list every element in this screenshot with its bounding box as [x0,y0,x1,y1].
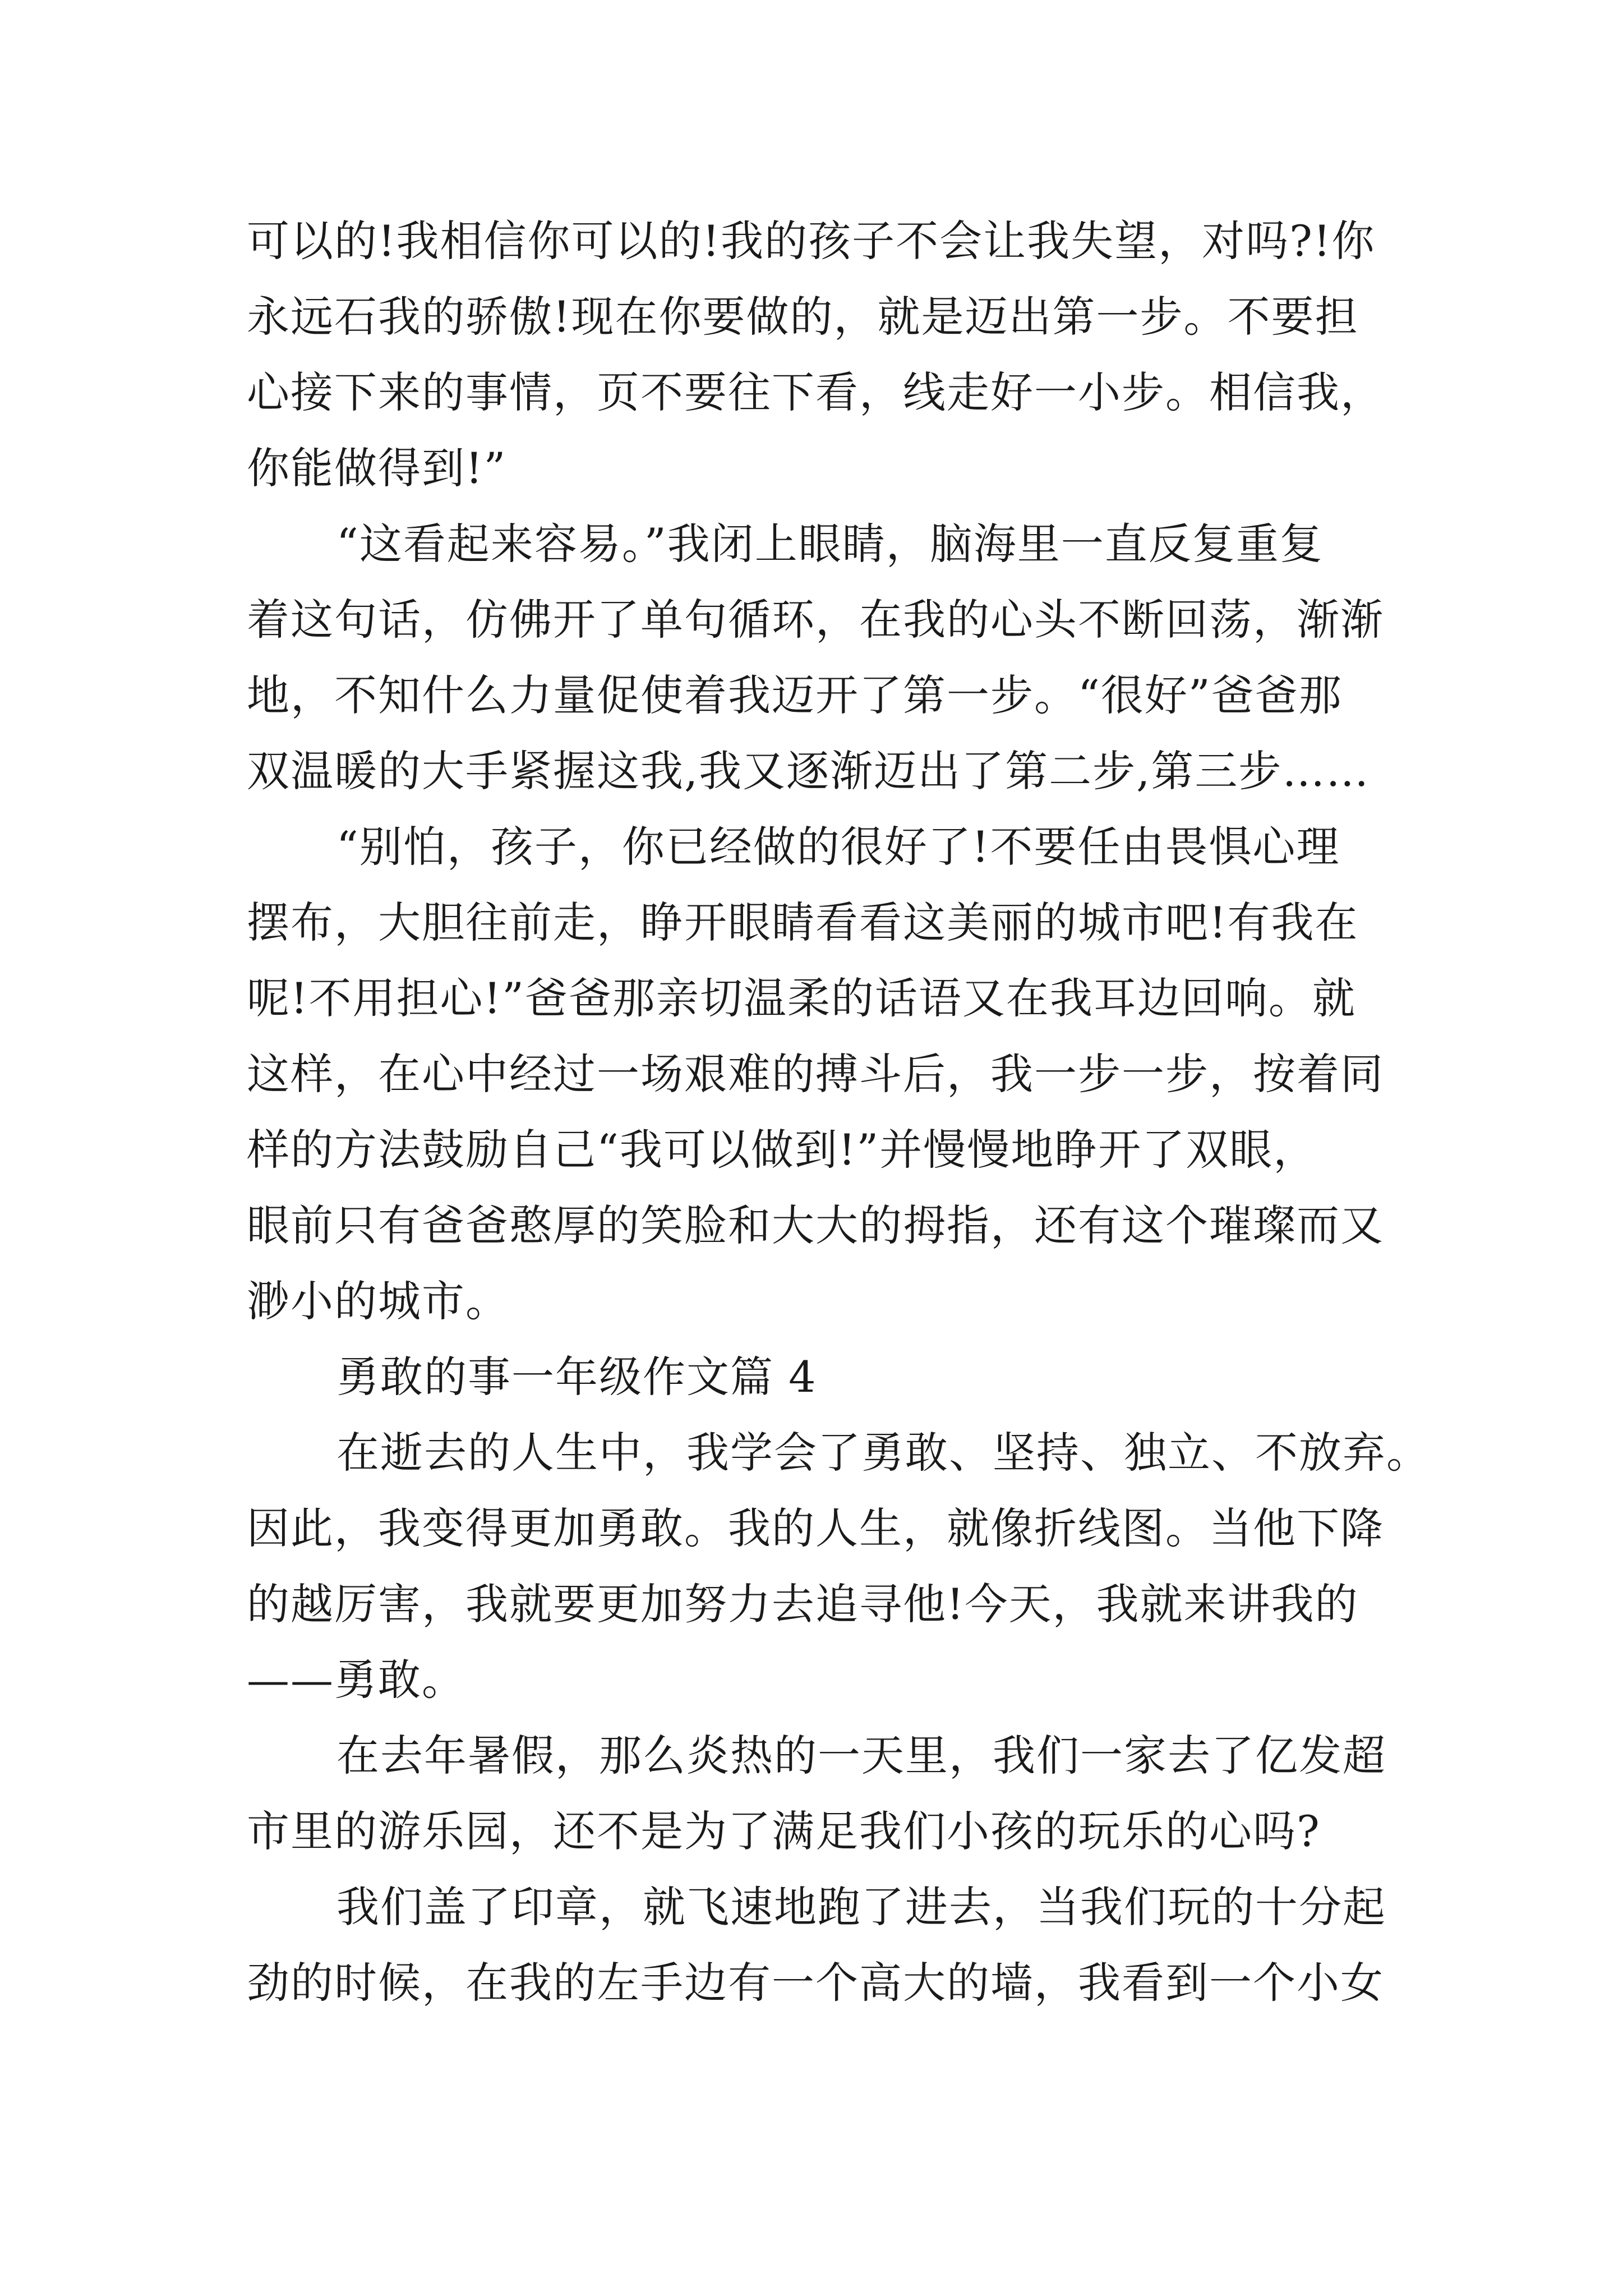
paragraph-first-line: 在逝去的人生中，我学会了勇敢、坚持、独立、不放弃。 [336,1428,1430,1478]
text-line: 劲的时候，在我的左手边有一个高大的墙，我看到一个小女 [247,1958,1384,2008]
text-line: 样的方法鼓励自己“我可以做到!”并慢慢地睁开了双眼， [247,1125,1317,1175]
section-heading: 勇敢的事一年级作文篇 4 [336,1352,817,1402]
paragraph-first-line: 我们盖了印章，就飞速地跑了进去，当我们玩的十分起 [336,1882,1386,1932]
paragraph-first-line: “别怕，孩子，你已经做的很好了!不要任由畏惧心理 [336,822,1340,872]
text-line: 心接下来的事情，页不要往下看，线走好一小步。相信我， [247,367,1384,417]
text-line: 可以的!我相信你可以的!我的孩子不会让我失望，对吗?!你 [247,216,1376,266]
text-line: 市里的游乐园，还不是为了满足我们小孩的玩乐的心吗? [247,1806,1321,1856]
text-line: 因此，我变得更加勇敢。我的人生，就像折线图。当他下降 [247,1503,1384,1553]
text-line: ——勇敢。 [247,1655,465,1705]
text-line: 的越厉害，我就要更加努力去追寻他!今天，我就来讲我的 [247,1579,1359,1629]
paragraph-first-line: 在去年暑假，那么炎热的一天里，我们一家去了亿发超 [336,1731,1386,1780]
text-line: 双温暖的大手紧握这我,我又逐渐迈出了第二步,第三步…… [247,746,1370,796]
text-line: 地，不知什么力量促使着我迈开了第一步。“很好”爸爸那 [247,670,1343,720]
paragraph-first-line: “这看起来容易。”我闭上眼睛，脑海里一直反复重复 [336,519,1324,569]
text-line: 渺小的城市。 [247,1276,509,1326]
text-line: 你能做得到!” [247,443,507,493]
text-line: 摆布，大胆往前走，睁开眼睛看看这美丽的城市吧!有我在 [247,898,1359,947]
text-line: 呢!不用担心!”爸爸那亲切温柔的话语又在我耳边回响。就 [247,973,1356,1023]
text-line: 永远石我的骄傲!现在你要做的，就是迈出第一步。不要担 [247,292,1359,342]
text-line: 着这句话，仿佛开了单句循环，在我的心头不断回荡，渐渐 [247,595,1384,645]
text-line: 这样，在心中经过一场艰难的搏斗后，我一步一步，按着同 [247,1049,1384,1099]
text-line: 眼前只有爸爸憨厚的笑脸和大大的拇指，还有这个璀璨而又 [247,1200,1384,1250]
